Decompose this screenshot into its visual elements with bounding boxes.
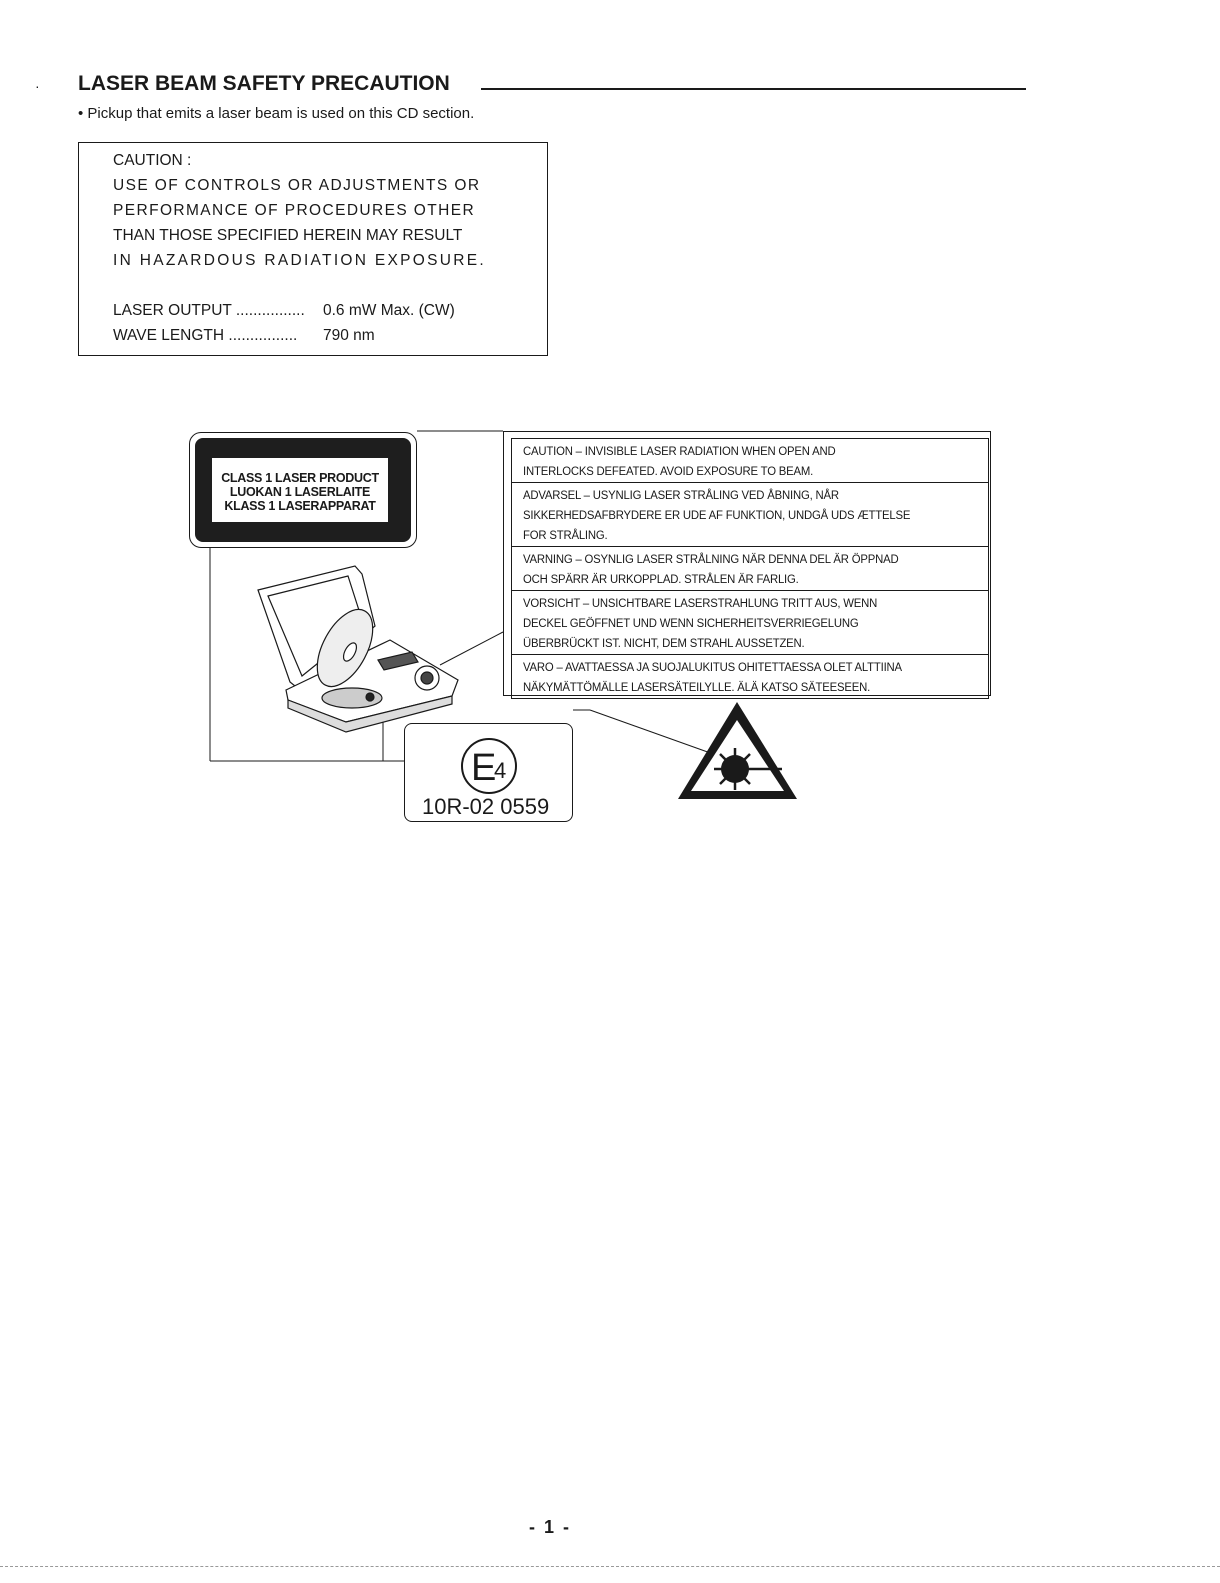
page-bottom-rule <box>0 1566 1220 1567</box>
class-label-line: CLASS 1 LASER PRODUCT <box>221 471 379 485</box>
section-title: LASER BEAM SAFETY PRECAUTION <box>78 72 450 95</box>
warning-line: DECKEL GEÖFFNET UND WENN SICHERHEITSVERRIEGELUNG <box>523 616 859 630</box>
intro-text: • Pickup that emits a laser beam is used on this CD section. <box>78 105 475 122</box>
warning-english <box>512 439 988 483</box>
spec-wave-length-label: WAVE LENGTH ................ <box>113 327 298 344</box>
caution-line: USE OF CONTROLS OR ADJUSTMENTS OR <box>113 177 481 194</box>
e-mark-number: 4 <box>494 758 507 783</box>
warning-line: VORSICHT – UNSICHTBARE LASERSTRAHLUNG TRITT AUS, WENN <box>523 596 878 610</box>
section-marker: · <box>35 78 40 94</box>
e-mark-label <box>404 723 573 822</box>
e-mark-code: 10R-02 0559 <box>422 794 550 819</box>
page-number: - 1 - <box>528 1517 571 1537</box>
class-label-line: LUOKAN 1 LASERLAITE <box>229 485 371 499</box>
warning-line: CAUTION – INVISIBLE LASER RADIATION WHEN OPEN AND <box>523 444 836 458</box>
e4-approval-icon <box>405 724 574 794</box>
warning-line: ADVARSEL – USYNLIG LASER STRÅLING VED ÅBNING, NÅR <box>523 488 839 502</box>
warning-line: ÜBERBRÜCKT IST. NICHT, DEM STRAHL AUSSETZEN. <box>523 636 805 650</box>
warning-label <box>503 431 991 696</box>
warning-line: VARNING – OSYNLIG LASER STRÅLNING NÄR DENNA DEL ÄR ÖPPNAD <box>523 552 899 566</box>
caution-line: IN HAZARDOUS RADIATION EXPOSURE. <box>113 252 487 269</box>
warning-swedish <box>512 547 988 591</box>
caution-box <box>78 142 548 356</box>
dvd-player-drawing <box>258 566 458 732</box>
warning-danish <box>512 483 988 547</box>
laser-hazard-icon <box>678 702 797 799</box>
class-label-line: KLASS 1 LASERAPPARAT <box>224 499 376 513</box>
warning-german <box>512 591 988 655</box>
caution-heading: CAUTION : <box>113 152 192 169</box>
caution-line: THAN THOSE SPECIFIED HEREIN MAY RESULT <box>113 227 463 244</box>
warning-line: INTERLOCKS DEFEATED. AVOID EXPOSURE TO BEAM. <box>523 464 814 478</box>
class1-laser-label <box>189 432 417 548</box>
title-rule <box>481 88 1026 90</box>
warning-finnish <box>512 655 988 698</box>
warning-line: OCH SPÄRR ÄR URKOPPLAD. STRÅLEN ÄR FARLIG. <box>523 572 799 586</box>
warning-line: FOR STRÅLING. <box>523 528 608 542</box>
e-mark-letter: E <box>471 747 497 789</box>
warning-line: SIKKERHEDSAFBRYDERE ER UDE AF FUNKTION, UNDGÅ UDS ÆTTELSE <box>523 508 911 522</box>
caution-line: PERFORMANCE OF PROCEDURES OTHER <box>113 202 476 219</box>
warning-line: NÄKYMÄTTÖMÄLLE LASERSÄTEILYLLE. ÄLÄ KATSO SÄTEESEEN. <box>523 680 871 694</box>
spec-laser-output-value: 0.6 mW Max. (CW) <box>323 302 455 319</box>
spec-laser-output-label: LASER OUTPUT ................ <box>113 302 305 319</box>
spec-wave-length-value: 790 nm <box>323 327 375 344</box>
warning-line: VARO – AVATTAESSA JA SUOJALUKITUS OHITETTAESSA OLET ALTTIINA <box>523 660 902 674</box>
